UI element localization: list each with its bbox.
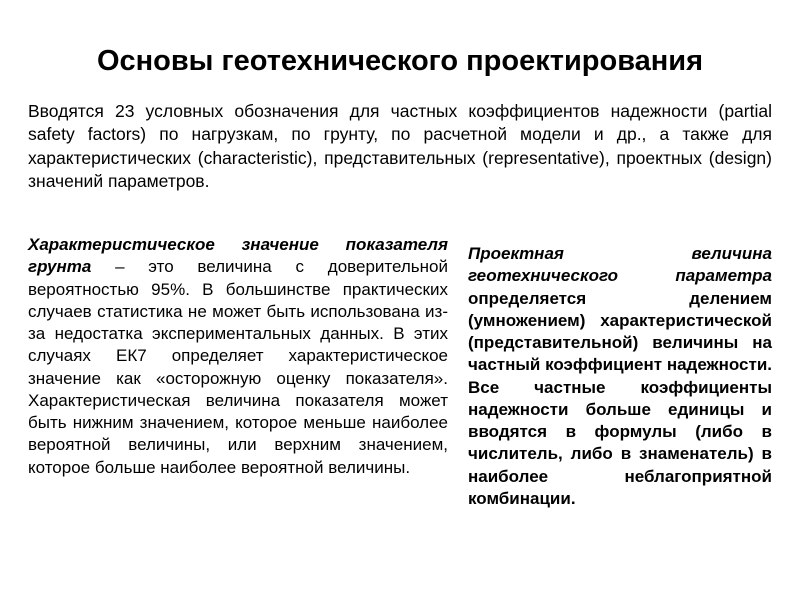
left-column [28, 234, 448, 479]
right-column-paragraph [468, 243, 772, 510]
left-column-lead: Характеристическое значение показателя грунта [28, 235, 448, 277]
intro-paragraph: Вводятся 23 условных обозначения для частных коэффициентов надежности (partial safety factors) по нагрузкам, по грунту, по расчетной модели и др., а также для характеристических (characteristic), представительных (representative), проектных (design) значений параметров. [28, 101, 772, 191]
page-title: Основы геотехнического проектирования [96, 45, 704, 78]
right-column [468, 243, 772, 510]
right-column-body: определяется делением (умножением) характеристической (представительной) величины на частный коэффициент надежности. Все частные коэффициенты надежности больше единицы и вводятся в формулы (либо в числитель, либо в знаменатель) в наиболее неблагоприятной комбинации. [468, 288, 772, 508]
right-column-lead: Проектная величина геотехнического параметра [468, 244, 772, 286]
left-column-paragraph [28, 234, 448, 479]
left-column-body: – это величина с доверительной вероятностью 95%. В большинстве практических случаев статистика не может быть использована из-за недостатка экспериментальных данных. В этих случаях ЕК7 определяет характеристическое значение как «осторожную оценку показателя». Характеристическая величина показателя может быть нижним значением, которое меньше наиболее вероятной величины, или верхним значением, которое больше наиболее вероятной величины. [28, 257, 448, 477]
